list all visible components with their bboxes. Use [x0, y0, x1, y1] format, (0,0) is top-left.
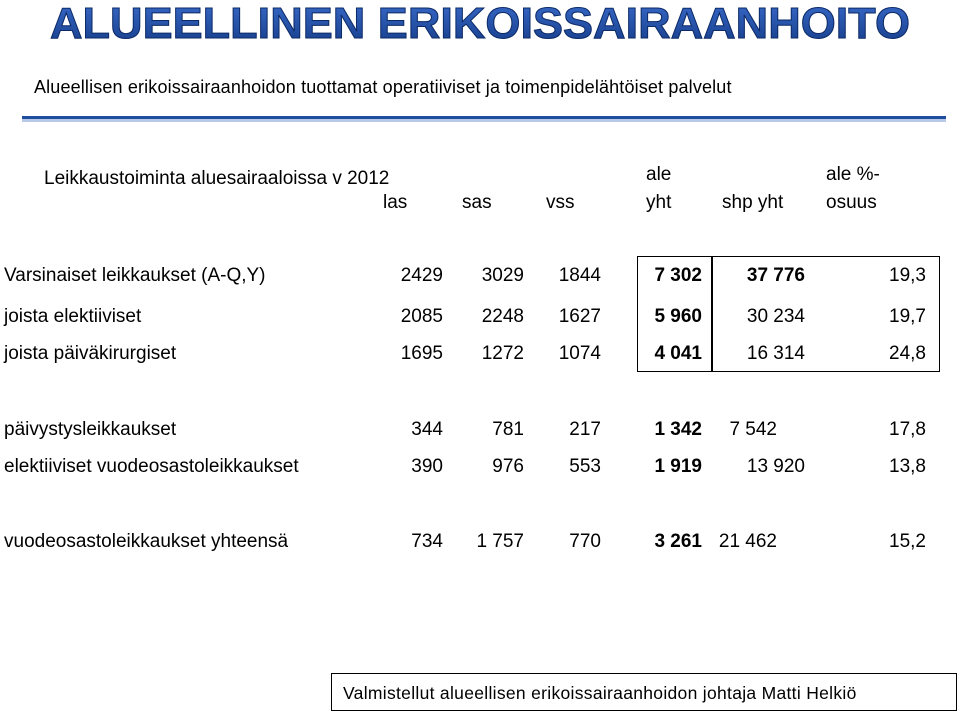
- header-vss: vss: [546, 192, 575, 213]
- cell-shp-yht: 21 462: [718, 531, 777, 552]
- cell-vss: 1074: [558, 343, 601, 364]
- cell-shp-yht: 30 234: [746, 306, 805, 327]
- header-las: las: [383, 192, 408, 213]
- header-yht: yht: [646, 192, 672, 213]
- cell-osuus: 19,3: [889, 265, 926, 286]
- header-ale-pct: ale %-: [826, 164, 880, 185]
- cell-sas: 1 757: [476, 531, 524, 552]
- row-label: joista elektiiviset: [4, 306, 142, 327]
- header-ale: ale: [646, 164, 672, 185]
- cell-yht: 1 919: [654, 456, 702, 477]
- cell-vss: 553: [569, 456, 601, 477]
- cell-vss: 770: [569, 531, 601, 552]
- table-caption: Leikkaustoiminta aluesairaaloissa v 2012: [44, 168, 390, 189]
- row-label: Varsinaiset leikkaukset (A-Q,Y): [4, 265, 266, 286]
- row-label: elektiiviset vuodeosastoleikkaukset: [4, 456, 299, 477]
- cell-yht: 4 041: [654, 343, 702, 364]
- cell-sas: 781: [492, 419, 524, 440]
- cell-osuus: 19,7: [889, 306, 926, 327]
- cell-sas: 976: [492, 456, 524, 477]
- cell-las: 2085: [400, 306, 443, 327]
- row-label: joista päiväkirurgiset: [4, 343, 177, 364]
- cell-vss: 1844: [558, 265, 601, 286]
- cell-vss: 1627: [558, 306, 601, 327]
- cell-las: 734: [411, 531, 443, 552]
- cell-yht: 5 960: [654, 306, 702, 327]
- cell-las: 390: [411, 456, 443, 477]
- banner: [0, 0, 960, 46]
- footer-credit: Valmistellut alueellisen erikoissairaanhoidon johtaja Matti Helkiö: [343, 683, 857, 703]
- cell-shp-yht: 37 776: [746, 265, 805, 286]
- row-label: vuodeosastoleikkaukset yhteensä: [4, 531, 289, 552]
- cell-sas: 3029: [481, 265, 524, 286]
- cell-yht: 7 302: [654, 265, 702, 286]
- page-subtitle: Alueellisen erikoissairaanhoidon tuottamat operatiiviset ja toimenpidelähtöiset palvelut: [34, 77, 732, 97]
- row-label: päivystysleikkaukset: [4, 419, 177, 440]
- cell-sas: 1272: [481, 343, 524, 364]
- banner-graphic: [0, 0, 960, 46]
- cell-osuus: 17,8: [889, 419, 926, 440]
- cell-shp-yht: 16 314: [746, 343, 805, 364]
- cell-las: 1695: [400, 343, 443, 364]
- cell-osuus: 24,8: [889, 343, 926, 364]
- cell-osuus: 15,2: [889, 531, 926, 552]
- header-sas: sas: [462, 192, 492, 213]
- header-shp-yht: shp yht: [722, 192, 784, 213]
- cell-osuus: 13,8: [889, 456, 926, 477]
- cell-las: 2429: [400, 265, 443, 286]
- header-osuus: osuus: [826, 192, 877, 213]
- banner-title: ALUEELLINEN ERIKOISSAIRAANHOITO: [50, 0, 910, 46]
- cell-shp-yht: 7 542: [729, 419, 777, 440]
- cell-sas: 2248: [481, 306, 524, 327]
- cell-las: 344: [411, 419, 443, 440]
- cell-yht: 3 261: [654, 531, 702, 552]
- cell-shp-yht: 13 920: [746, 456, 805, 477]
- cell-yht: 1 342: [654, 419, 702, 440]
- highlight-divider: [711, 256, 713, 372]
- cell-vss: 217: [569, 419, 601, 440]
